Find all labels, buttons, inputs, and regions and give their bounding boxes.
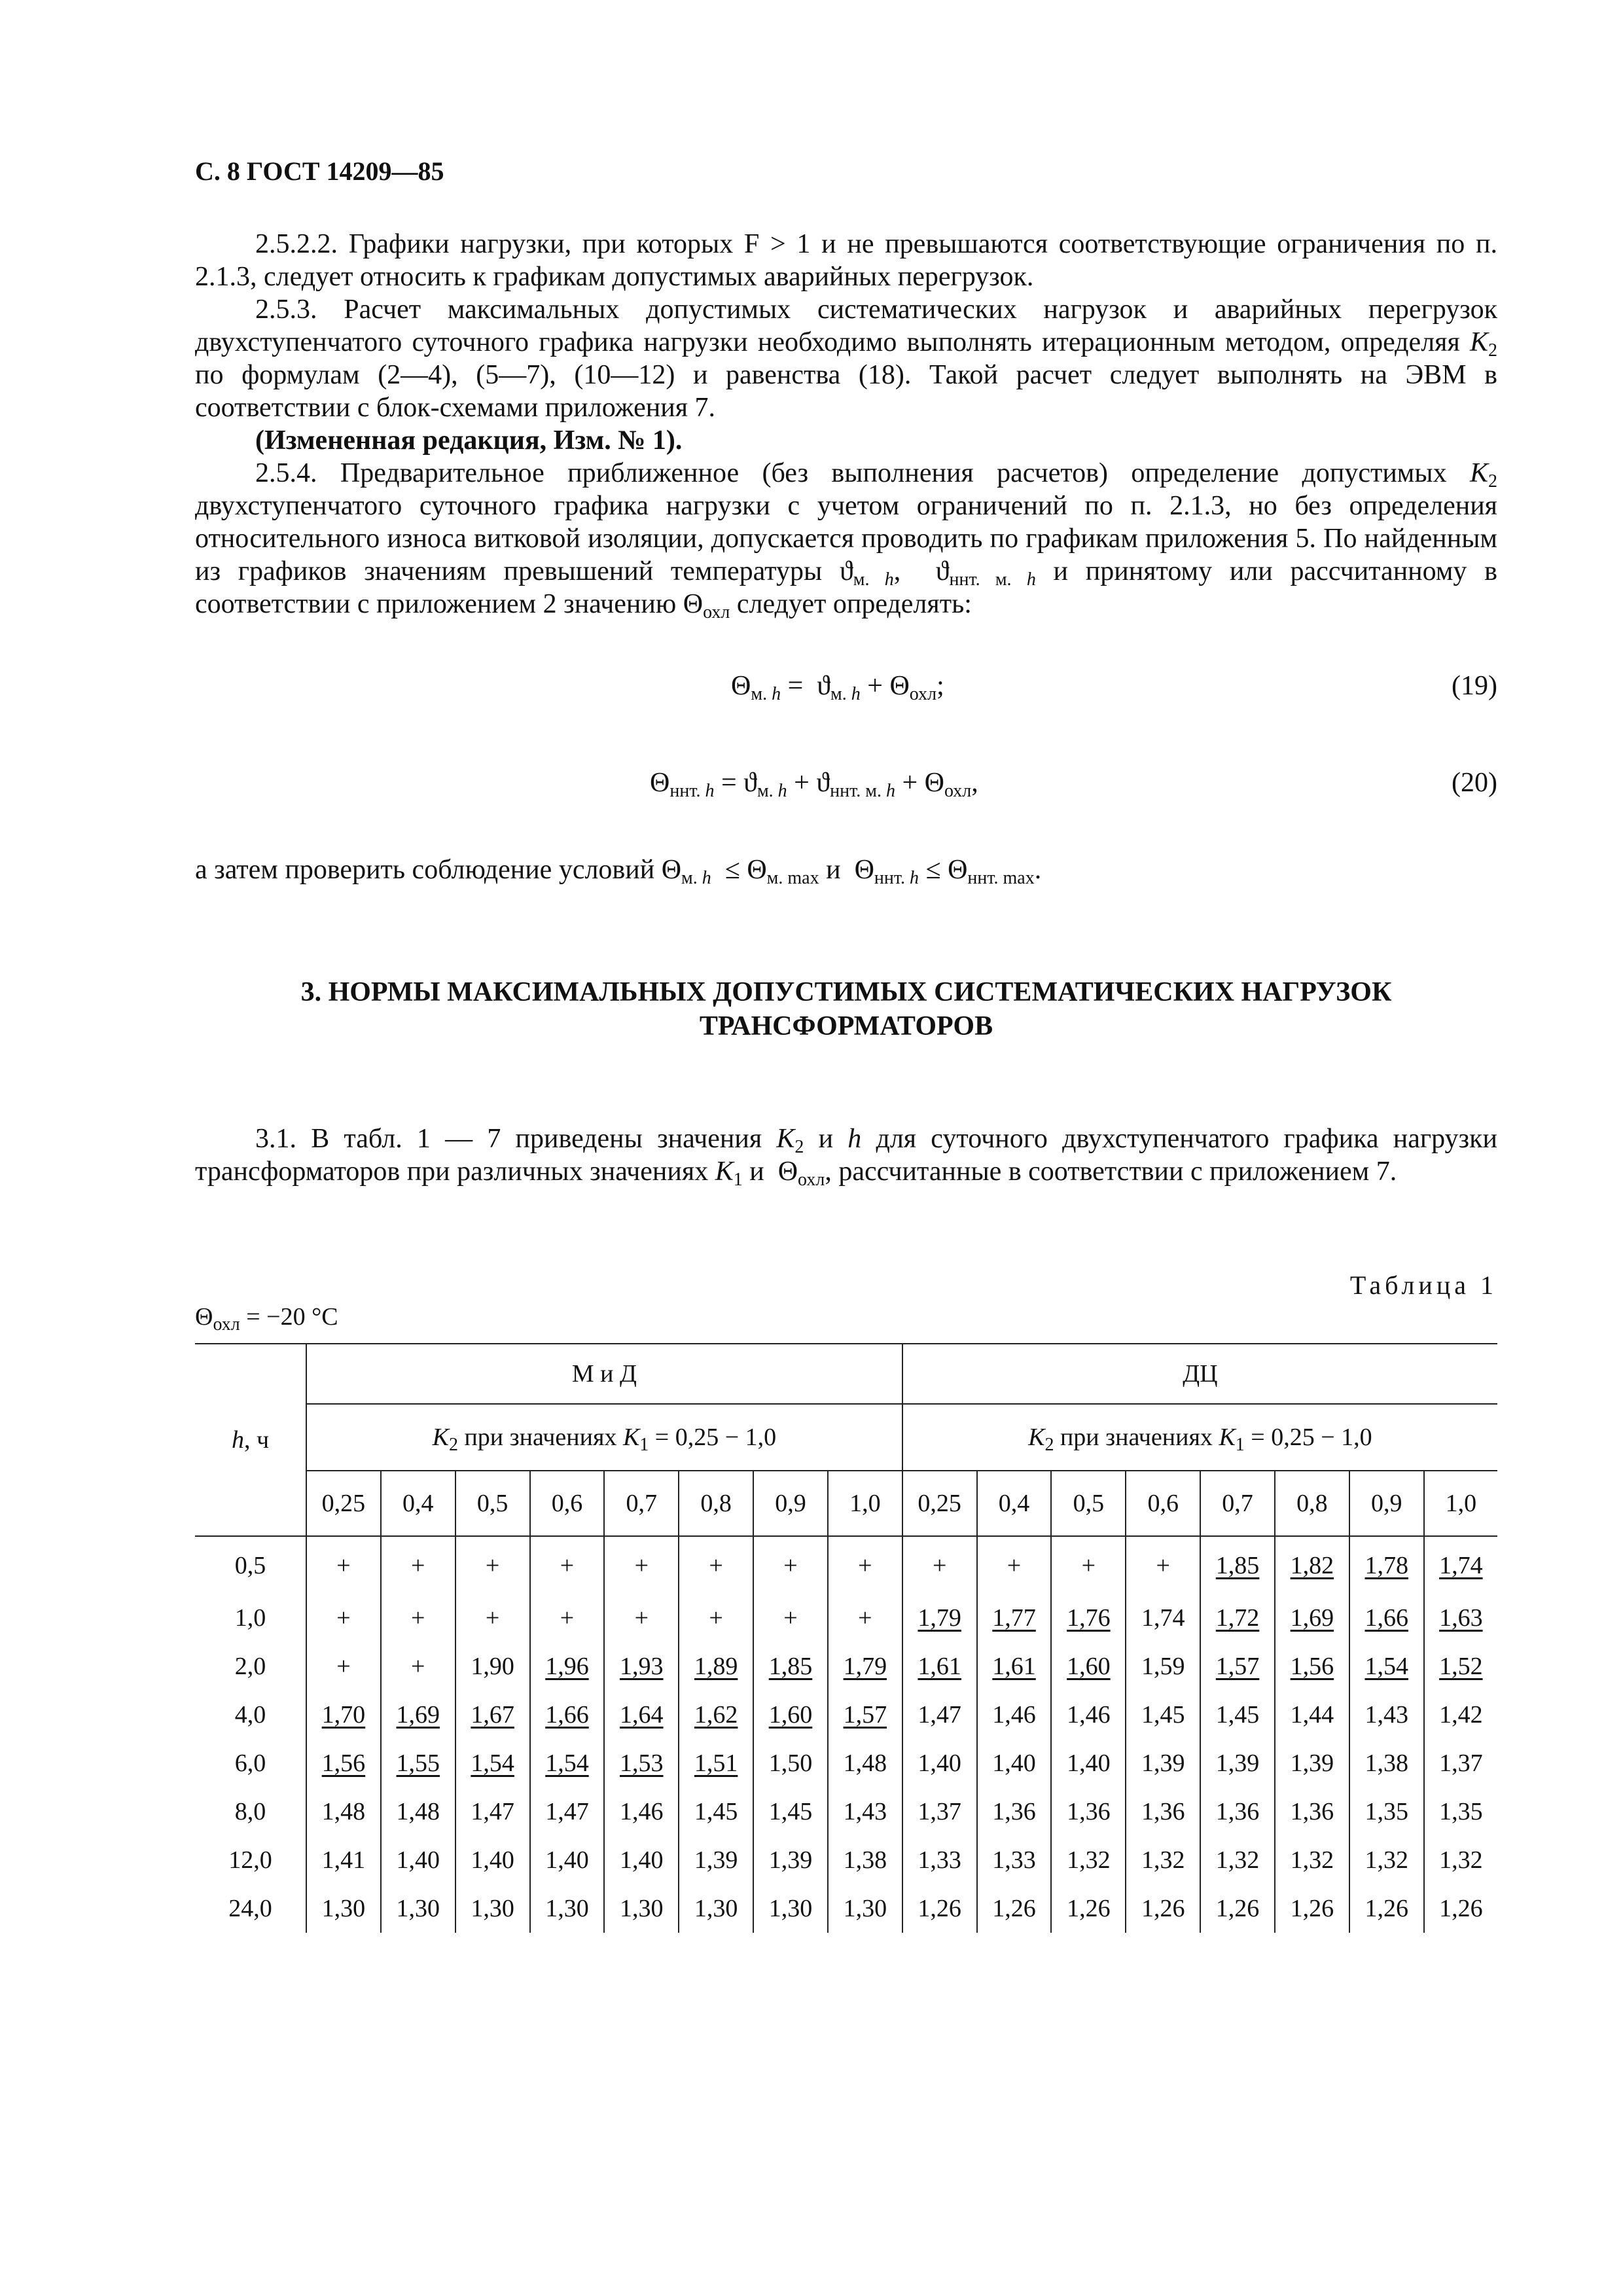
table-cell: 1,78 — [1349, 1536, 1424, 1594]
table-cell: 1,45 — [1126, 1691, 1200, 1739]
table-cell: 1,32 — [1051, 1836, 1126, 1884]
table-cell: 1,30 — [753, 1884, 828, 1933]
paragraph-2-5-3: 2.5.3. Расчет максимальных допустимых систематических нагрузок и аварийных перегрузок двухступенчатого суточного графика нагрузки необходимо выполнять итерационным методом, определяя $K_2$ по формулам (2—4), (5—7), (10—12) и равенства (18). Такой расчет следует выполнять на ЭВМ в соответствии с блок-схемами приложения 7. — [195, 295, 1497, 423]
header-k1-value: 1,0 — [828, 1471, 902, 1536]
table-cell: 1,66 — [530, 1691, 605, 1739]
table-cell: 1,30 — [381, 1884, 455, 1933]
table-cell: + — [381, 1642, 455, 1691]
table-cell: 1,96 — [530, 1642, 605, 1691]
row-h-value: 24,0 — [228, 1895, 272, 1922]
header-k1-value: 0,6 — [1126, 1471, 1200, 1536]
table-cell: 1,40 — [902, 1739, 977, 1787]
table-cell: 1,39 — [753, 1836, 828, 1884]
table-cell: 1,39 — [1200, 1739, 1275, 1787]
table-cell: 1,52 — [1424, 1642, 1497, 1691]
table-cell: 1,26 — [902, 1884, 977, 1933]
table-cell: 1,38 — [1349, 1739, 1424, 1787]
header-k1-value: 0,7 — [1200, 1471, 1275, 1536]
header-k1-value: 0,9 — [1349, 1471, 1424, 1536]
table-cell: 1,60 — [1051, 1642, 1126, 1691]
table-cell: 1,43 — [1349, 1691, 1424, 1739]
paragraph-2-5-2-2: 2.5.2.2. Графики нагрузки, при которых F > 1 и не превышаются соответствующие ограничения по п. 2.1.3, следует относить к графикам допустимых аварийных перегрузок. — [195, 229, 1497, 292]
table-cell: 1,32 — [1349, 1836, 1424, 1884]
table-cell: + — [530, 1536, 605, 1594]
table-cell: 1,30 — [679, 1884, 753, 1933]
table-cell: 1,40 — [455, 1836, 530, 1884]
text-block-top — [195, 228, 1497, 620]
table-cell: + — [306, 1594, 381, 1642]
load-table — [195, 1343, 1497, 1933]
table-cell: 1,74 — [1126, 1594, 1200, 1642]
table-cell: 1,47 — [530, 1787, 605, 1836]
header-group-dc: ДЦ — [902, 1344, 1497, 1404]
table-cell: 1,32 — [1424, 1836, 1497, 1884]
table-cell: 1,57 — [828, 1691, 902, 1739]
header-k2-md: $K_2$ при значениях $K_1 = 0,25 - 1,0$ — [306, 1404, 902, 1471]
header-k1-value: 0,25 — [902, 1471, 977, 1536]
table-cell: 1,50 — [753, 1739, 828, 1787]
table-row — [195, 1739, 1497, 1787]
table-cell: 1,30 — [530, 1884, 605, 1933]
table-cell: + — [753, 1536, 828, 1594]
table-cell: 1,66 — [1349, 1594, 1424, 1642]
header-k2-dc: $K_2$ при значениях $K_1 = 0,25 - 1,0$ — [902, 1404, 1497, 1471]
table-cell: + — [902, 1536, 977, 1594]
table-cell: 1,54 — [530, 1739, 605, 1787]
table-cell: 1,26 — [1424, 1884, 1497, 1933]
table-cell: 1,26 — [1051, 1884, 1126, 1933]
table-cell: 1,37 — [902, 1787, 977, 1836]
table-cell: 1,32 — [1126, 1836, 1200, 1884]
table-cell: 1,61 — [977, 1642, 1052, 1691]
table-cell: 1,46 — [604, 1787, 679, 1836]
table-cell: 1,32 — [1275, 1836, 1349, 1884]
table-cell: 1,36 — [1051, 1787, 1126, 1836]
section-3-title: 3. НОРМЫ МАКСИМАЛЬНЫХ ДОПУСТИМЫХ СИСТЕМАТИЧЕСКИХ НАГРУЗОК ТРАНСФОРМАТОРОВ — [300, 977, 1392, 1041]
amendment-note: (Измененная редакция, Изм. № 1). — [255, 425, 683, 456]
table-cell: 1,47 — [902, 1691, 977, 1739]
header-k1-value: 0,4 — [977, 1471, 1052, 1536]
table-cell: 1,76 — [1051, 1594, 1126, 1642]
table-cell: 1,82 — [1275, 1536, 1349, 1594]
table-cell: 1,59 — [1126, 1642, 1200, 1691]
formula-19-number: (19) — [1452, 671, 1497, 701]
table-row — [195, 1787, 1497, 1836]
table-cell: 1,64 — [604, 1691, 679, 1739]
table-cell: 1,26 — [1126, 1884, 1200, 1933]
table-cell: 1,30 — [604, 1884, 679, 1933]
header-k1-value: 0,9 — [753, 1471, 828, 1536]
formula-20-number: (20) — [1452, 768, 1497, 798]
table-cell: 1,54 — [1349, 1642, 1424, 1691]
table-cell: 1,56 — [306, 1739, 381, 1787]
table-cell: 1,40 — [977, 1739, 1052, 1787]
table-cell: 1,45 — [753, 1787, 828, 1836]
table-cell: 1,54 — [455, 1739, 530, 1787]
formula-20: $\Theta_{ннт. h} = ϑ_{м. h} + ϑ_{ннт. м. h} + \Theta_{охл}$, — [650, 768, 978, 801]
header-k1-value: 0,25 — [306, 1471, 381, 1536]
table-cell: 1,93 — [604, 1642, 679, 1691]
page-header: С. 8 ГОСТ 14209—85 — [195, 156, 444, 186]
row-h-value: 6,0 — [234, 1749, 266, 1777]
table-cell: 1,36 — [1126, 1787, 1200, 1836]
table-cell: 1,89 — [679, 1642, 753, 1691]
paragraph-3-1: 3.1. В табл. 1 — 7 приведены значения $K_2$ и h для суточного двухступенчатого графика нагрузки трансформаторов при различных значениях $K_1$ и $\Theta_{охл}$, рассчитанные в соответствии с приложением 7. — [195, 1124, 1497, 1190]
table-cell: 1,45 — [1200, 1691, 1275, 1739]
table-cell: 1,90 — [455, 1642, 530, 1691]
row-h-value: 8,0 — [234, 1798, 266, 1825]
table-caption: Таблица 1 — [1349, 1270, 1497, 1300]
table-cell: 1,32 — [1200, 1836, 1275, 1884]
table-cell: 1,85 — [753, 1642, 828, 1691]
table-cell: + — [1126, 1536, 1200, 1594]
table-cell: 1,33 — [977, 1836, 1052, 1884]
table-row — [195, 1594, 1497, 1642]
table-cell: + — [381, 1536, 455, 1594]
table-cell: 1,30 — [828, 1884, 902, 1933]
table-cell: 1,43 — [828, 1787, 902, 1836]
table-cell: 1,51 — [679, 1739, 753, 1787]
header-k1-value: 0,8 — [1275, 1471, 1349, 1536]
table-cell: 1,77 — [977, 1594, 1052, 1642]
table-condition: $\Theta_{охл} = -20$ °С — [195, 1303, 338, 1335]
table-cell: 1,47 — [455, 1787, 530, 1836]
table-cell: 1,30 — [455, 1884, 530, 1933]
table-cell: + — [828, 1536, 902, 1594]
table-cell: 1,30 — [306, 1884, 381, 1933]
header-k1-value: 0,5 — [1051, 1471, 1126, 1536]
table-row — [195, 1691, 1497, 1739]
table-cell: + — [679, 1536, 753, 1594]
table-cell: 1,41 — [306, 1836, 381, 1884]
table-cell: + — [604, 1536, 679, 1594]
table-cell: 1,37 — [1424, 1739, 1497, 1787]
table-cell: + — [753, 1594, 828, 1642]
table-cell: 1,85 — [1200, 1536, 1275, 1594]
table-cell: + — [381, 1594, 455, 1642]
header-k1-value: 1,0 — [1424, 1471, 1497, 1536]
table-cell: 1,35 — [1424, 1787, 1497, 1836]
table-cell: 1,40 — [381, 1836, 455, 1884]
table-cell: 1,46 — [1051, 1691, 1126, 1739]
header-h: h, ч — [195, 1344, 306, 1536]
table-cell: 1,39 — [1275, 1739, 1349, 1787]
row-h-value: 2,0 — [234, 1653, 266, 1680]
table-cell: 1,38 — [828, 1836, 902, 1884]
table-row — [195, 1642, 1497, 1691]
table-cell: 1,74 — [1424, 1536, 1497, 1594]
table-cell: 1,57 — [1200, 1642, 1275, 1691]
header-k1-value: 0,7 — [604, 1471, 679, 1536]
table-cell: 1,39 — [1126, 1739, 1200, 1787]
table-row — [195, 1884, 1497, 1933]
table-cell: 1,62 — [679, 1691, 753, 1739]
table-cell: + — [530, 1594, 605, 1642]
table-cell: 1,40 — [530, 1836, 605, 1884]
table-cell: 1,79 — [902, 1594, 977, 1642]
table-row — [195, 1536, 1497, 1594]
table-cell: 1,48 — [381, 1787, 455, 1836]
table-cell: + — [828, 1594, 902, 1642]
table-cell: 1,36 — [1200, 1787, 1275, 1836]
table-cell: 1,33 — [902, 1836, 977, 1884]
table-cell: 1,48 — [828, 1739, 902, 1787]
formula-19: $\Theta_{м. h} = ϑ_{м. h} + \Theta_{охл}$; — [731, 671, 944, 704]
table-cell: 1,26 — [977, 1884, 1052, 1933]
table-cell: + — [455, 1536, 530, 1594]
table-cell: 1,60 — [753, 1691, 828, 1739]
table-cell: + — [977, 1536, 1052, 1594]
table-cell: 1,26 — [1275, 1884, 1349, 1933]
table-cell: 1,26 — [1349, 1884, 1424, 1933]
table-cell: 1,69 — [381, 1691, 455, 1739]
row-h-value: 0,5 — [234, 1551, 266, 1579]
table-cell: 1,45 — [679, 1787, 753, 1836]
paragraph-2-5-4: 2.5.4. Предварительное приближенное (без выполнения расчетов) определение допустимых $K_2$ двухступенчатого суточного графика нагрузки с учетом ограничений по п. 2.1.3, но без определения относительного износа витковой изоляции, допускается проводить по графикам приложения 5. По найденным из графиков значениям превышений температуры $ϑ_{м. h}$, $ϑ_{ннт. м. h}$ и принятому или рассчитанному в соответствии с приложением 2 значению $\Theta_{охл}$ следует определять: — [195, 458, 1498, 622]
conditions-text: а затем проверить соблюдение условий $\Theta_{м. h} \le \Theta_{м. max}$ и $\Theta_{ннт. h} \le \Theta_{ннт. max}$. — [195, 855, 1042, 888]
table-cell: 1,40 — [1051, 1739, 1126, 1787]
header-k1-value: 0,4 — [381, 1471, 455, 1536]
table-cell: 1,53 — [604, 1739, 679, 1787]
row-h-value: 12,0 — [228, 1846, 272, 1874]
table-cell: 1,36 — [977, 1787, 1052, 1836]
table-cell: + — [455, 1594, 530, 1642]
row-h-value: 1,0 — [234, 1604, 266, 1632]
table-row — [195, 1836, 1497, 1884]
table-cell: 1,35 — [1349, 1787, 1424, 1836]
table-cell: 1,26 — [1200, 1884, 1275, 1933]
table-cell: 1,56 — [1275, 1642, 1349, 1691]
header-group-m-d: М и Д — [306, 1344, 902, 1404]
table-cell: 1,39 — [679, 1836, 753, 1884]
table-cell: 1,61 — [902, 1642, 977, 1691]
table-cell: 1,42 — [1424, 1691, 1497, 1739]
table-cell: + — [306, 1536, 381, 1594]
table-cell: 1,46 — [977, 1691, 1052, 1739]
table-cell: + — [604, 1594, 679, 1642]
table-cell: + — [306, 1642, 381, 1691]
table-cell: + — [1051, 1536, 1126, 1594]
table-cell: + — [679, 1594, 753, 1642]
table-cell: 1,55 — [381, 1739, 455, 1787]
table-cell: 1,40 — [604, 1836, 679, 1884]
header-k1-value: 0,8 — [679, 1471, 753, 1536]
row-h-value: 4,0 — [234, 1701, 266, 1729]
header-k1-value: 0,6 — [530, 1471, 605, 1536]
table-cell: 1,44 — [1275, 1691, 1349, 1739]
table-cell: 1,36 — [1275, 1787, 1349, 1836]
table-cell: 1,72 — [1200, 1594, 1275, 1642]
header-k1-value: 0,5 — [455, 1471, 530, 1536]
table-cell: 1,69 — [1275, 1594, 1349, 1642]
table-cell: 1,67 — [455, 1691, 530, 1739]
table-cell: 1,48 — [306, 1787, 381, 1836]
table-cell: 1,79 — [828, 1642, 902, 1691]
table-cell: 1,70 — [306, 1691, 381, 1739]
table-cell: 1,63 — [1424, 1594, 1497, 1642]
